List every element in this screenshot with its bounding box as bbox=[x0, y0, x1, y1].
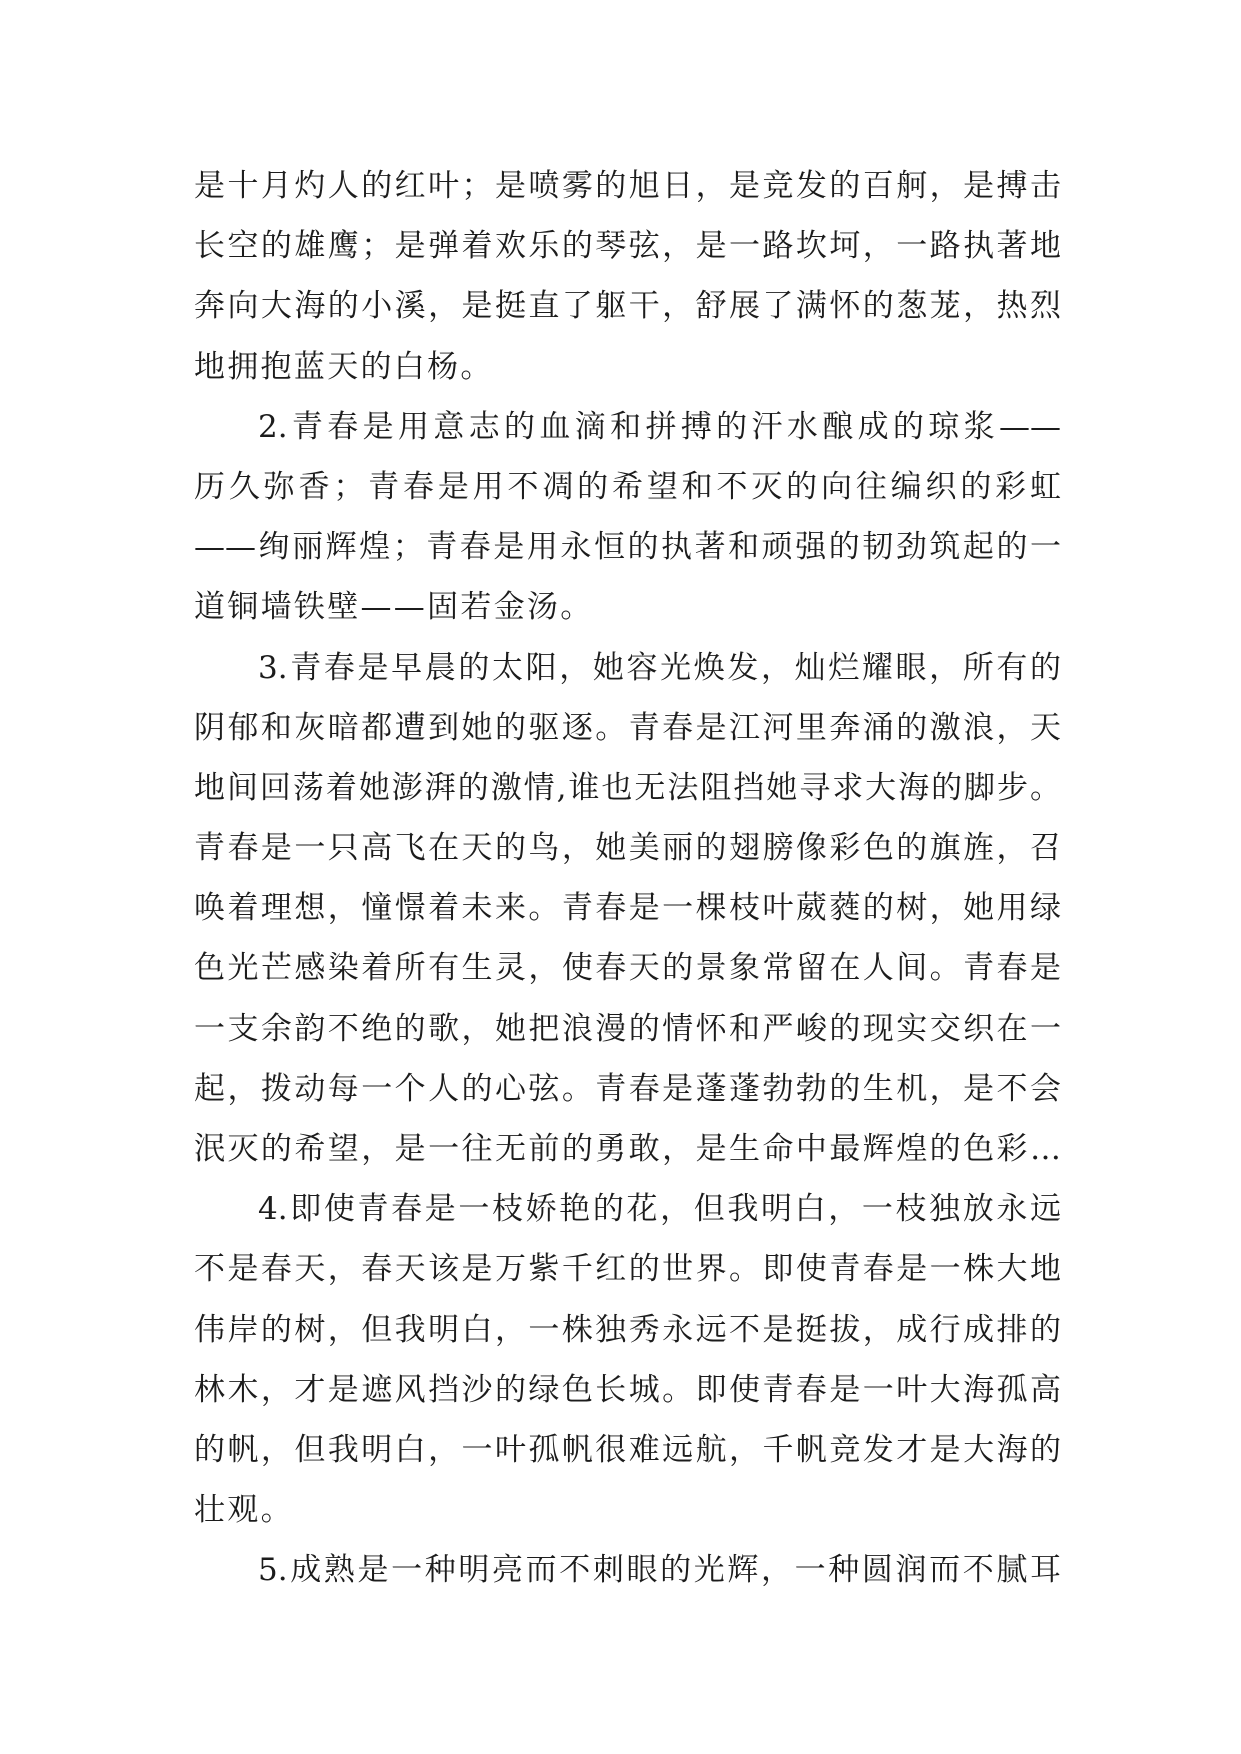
text-line: 一支余韵不绝的歌，她把浪漫的情怀和严峻的现实交织在一 bbox=[194, 1010, 1061, 1047]
text-line: 5.成熟是一种明亮而不刺眼的光辉，一种圆润而不腻耳 bbox=[258, 1552, 1061, 1589]
paragraph-5 bbox=[194, 1540, 1061, 1600]
text-line: 林木，才是遮风挡沙的绿色长城。即使青春是一叶大海孤高 bbox=[194, 1371, 1061, 1408]
text-line: 4.即使青春是一枝娇艳的花，但我明白，一枝独放永远 bbox=[258, 1191, 1061, 1228]
text-line: ——绚丽辉煌；青春是用永恒的执著和顽强的韧劲筑起的一 bbox=[194, 529, 1061, 566]
text-line: 泯灭的希望，是一往无前的勇敢，是生命中最辉煌的色彩… bbox=[194, 1131, 1061, 1167]
paragraph-3 bbox=[194, 638, 1061, 1180]
text-line: 唤着理想，憧憬着未来。青春是一棵枝叶葳蕤的树，她用绿 bbox=[194, 890, 1061, 927]
paragraph-1 bbox=[194, 156, 1061, 397]
text-line: 阴郁和灰暗都遭到她的驱逐。青春是江河里奔涌的激浪，天 bbox=[194, 709, 1061, 746]
text-line: 3.青春是早晨的太阳，她容光焕发，灿烂耀眼，所有的 bbox=[258, 649, 1061, 686]
text-line: 伟岸的树，但我明白，一株独秀永远不是挺拔，成行成排的 bbox=[194, 1311, 1061, 1348]
text-line: 色光芒感染着所有生灵，使春天的景象常留在人间。青春是 bbox=[194, 950, 1061, 987]
text-line: 长空的雄鹰；是弹着欢乐的琴弦，是一路坎坷，一路执著地 bbox=[194, 228, 1061, 265]
text-line: 道铜墙铁壁——固若金汤。 bbox=[194, 589, 594, 626]
text-line: 的帆，但我明白，一叶孤帆很难远航，千帆竞发才是大海的 bbox=[194, 1431, 1061, 1468]
text-line: 奔向大海的小溪，是挺直了躯干，舒展了满怀的葱茏，热烈 bbox=[194, 288, 1061, 325]
text-line: 壮观。 bbox=[194, 1492, 294, 1529]
text-line: 青春是一只高飞在天的鸟，她美丽的翅膀像彩色的旗旌，召 bbox=[194, 830, 1061, 867]
text-line: 起，拨动每一个人的心弦。青春是蓬蓬勃勃的生机，是不会 bbox=[194, 1070, 1061, 1107]
text-line: 不是春天，春天该是万紫千红的世界。即使青春是一株大地 bbox=[194, 1251, 1061, 1288]
document-body bbox=[194, 156, 1061, 1601]
paragraph-2 bbox=[194, 397, 1061, 638]
paragraph-4 bbox=[194, 1179, 1061, 1540]
text-line: 历久弥香；青春是用不凋的希望和不灭的向往编织的彩虹 bbox=[194, 468, 1061, 505]
text-line: 是十月灼人的红叶；是喷雾的旭日，是竞发的百舸，是搏击 bbox=[194, 168, 1061, 204]
text-line: 地拥抱蓝天的白杨。 bbox=[194, 348, 494, 385]
text-line: 2.青春是用意志的血滴和拼搏的汗水酿成的琼浆—— bbox=[258, 408, 1061, 445]
text-line: 地间回荡着她澎湃的激情,谁也无法阻挡她寻求大海的脚步。 bbox=[194, 769, 1061, 806]
